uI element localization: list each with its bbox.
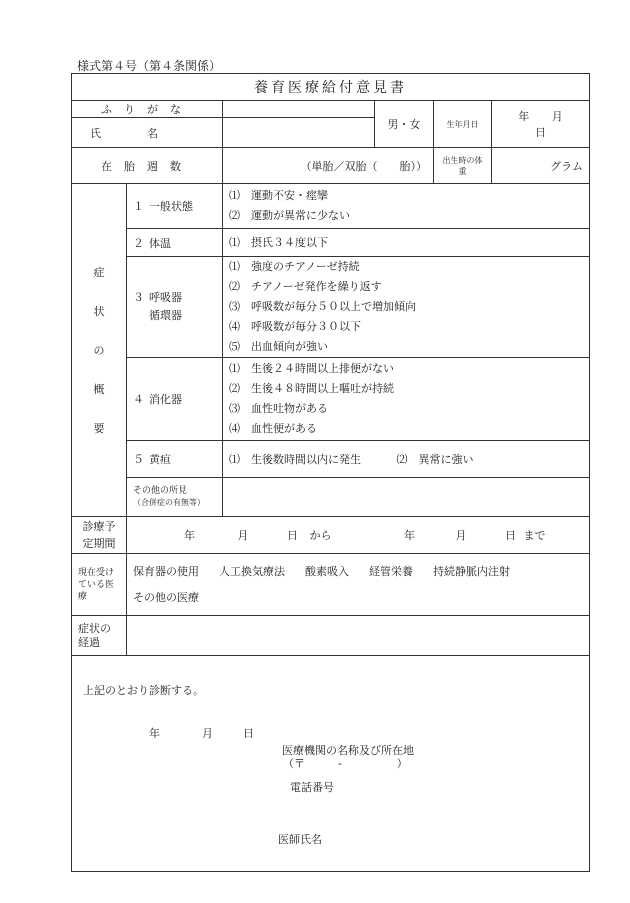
furigana-label: ふりがな (72, 101, 223, 118)
option-other-treatment[interactable]: その他の医療 (133, 590, 199, 604)
course-label: 症状の 経過 (72, 616, 127, 656)
jaundice-items[interactable]: ⑴ 生後数時間以内に発生 ⑵ 異常に強い (223, 441, 590, 478)
institution-label: 医療機関の名称及び所在地 (282, 744, 414, 757)
option-iv-infusion[interactable]: 持続静脈内注射 (433, 564, 510, 578)
category-temperature: ２ 体温 (127, 229, 223, 257)
treatment-period-label: 診療予 定期間 (72, 517, 127, 554)
digestive-items[interactable]: ⑴ 生後２４時間以上排便がない ⑵ 生後４８時間以上嘔吐が持続 ⑶ 血性吐物がある ⑷ 血性便がある (223, 358, 590, 441)
symptoms-summary-label: 症 状 の 概 要 (72, 184, 127, 517)
birth-date-label: 生年月日 (434, 101, 492, 148)
option-incubator[interactable]: 保育器の使用 (133, 564, 199, 578)
gestation-field[interactable]: （単胎／双胎（ 胎）） (223, 148, 434, 184)
category-jaundice: ５ 黄疸 (127, 441, 223, 478)
sign-date-day[interactable]: 日 (243, 727, 254, 740)
option-oxygen[interactable]: 酸素吸入 (305, 564, 349, 578)
birth-weight-field[interactable]: グラム (492, 148, 590, 184)
declaration-text: 上記のとおり診断する。 (83, 684, 204, 697)
treatment-period-field[interactable]: 年 月 日 から 年 月 日 まで (127, 517, 590, 554)
birth-weight-label: 出生時の体重 (434, 148, 492, 184)
general-items[interactable]: ⑴ 運動不安・痙攣 ⑵ 運動が異常に少ない (223, 184, 590, 229)
sign-date-year[interactable]: 年 (149, 727, 160, 740)
form-number-label: 様式第４号（第４条関係） (77, 59, 222, 73)
temperature-items[interactable]: ⑴ 摂氏３４度以下 (223, 229, 590, 257)
birth-date-field[interactable]: 年 月 日 (492, 101, 590, 148)
furigana-field[interactable] (223, 101, 375, 118)
gestation-label: 在胎週数 (72, 148, 223, 184)
declaration-section (72, 656, 590, 872)
doctor-name-label: 医師氏名 (278, 833, 322, 846)
category-general: １ 一般状態 (127, 184, 223, 229)
current-treatment-label: 現在受け ている医 療 (72, 554, 127, 616)
sign-date-month[interactable]: 月 (202, 727, 213, 740)
phone-label: 電話番号 (290, 781, 334, 794)
current-treatment-field[interactable] (127, 554, 590, 616)
name-field[interactable] (223, 118, 375, 148)
form-title: 養育医療給付意見書 (72, 74, 590, 101)
other-findings-field[interactable] (223, 478, 590, 517)
other-findings-label: その他の所見 （合併症の有無等） (127, 478, 223, 517)
respiratory-items[interactable]: ⑴ 強度のチアノーゼ持続 ⑵ チアノーゼ発作を繰り返す ⑶ 呼吸数が毎分５０以上で増加傾向 ⑷ 呼吸数が毎分３０以下 ⑸ 出血傾向が強い (223, 257, 590, 358)
name-label: 氏名 (72, 118, 223, 148)
postal-code-field[interactable]: （〒 - ） (283, 757, 408, 770)
sex-field[interactable]: 男・女 (375, 101, 434, 148)
category-digestive: ４ 消化器 (127, 358, 223, 441)
opinion-form (71, 73, 590, 872)
option-ventilation[interactable]: 人工換気療法 (219, 564, 285, 578)
option-tube-feeding[interactable]: 経管栄養 (369, 564, 413, 578)
category-respiratory: ３ 呼吸器 循環器 (127, 257, 223, 358)
course-field[interactable] (127, 616, 590, 656)
